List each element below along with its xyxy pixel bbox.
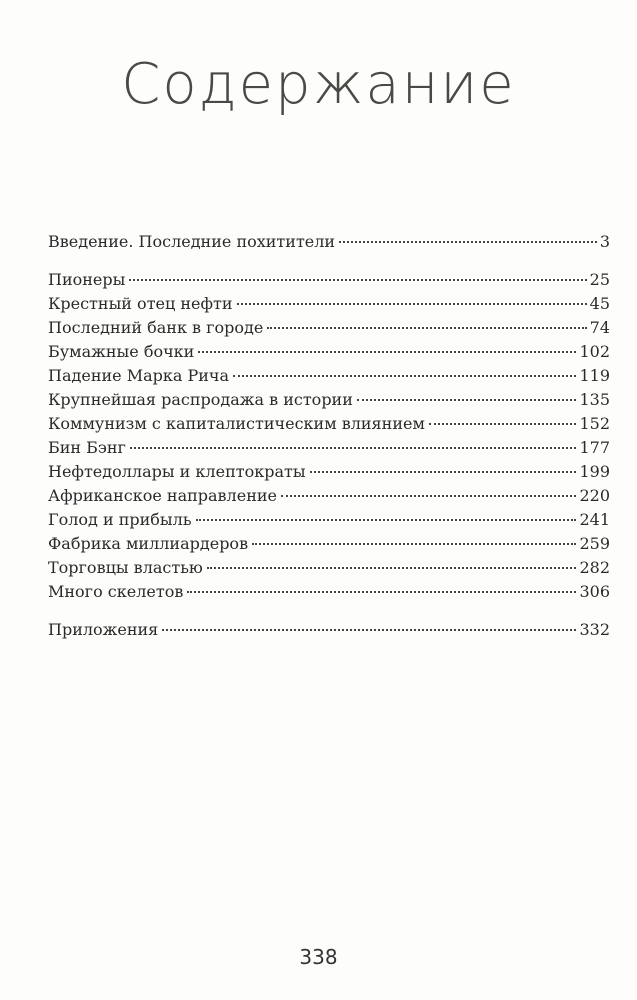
dot-leader (162, 629, 576, 631)
toc-entry-title: Африканское направление (48, 486, 277, 505)
toc-entry (48, 388, 610, 412)
toc-entry-page: 119 (579, 366, 610, 385)
toc-entry (48, 316, 610, 340)
toc-entry (48, 484, 610, 508)
dot-leader (129, 279, 586, 281)
toc-entry-title: Приложения (48, 620, 159, 639)
dot-leader (339, 241, 597, 243)
toc-entry-title: Много скелетов (48, 582, 184, 601)
dot-leader (198, 351, 576, 353)
toc-entry-title: Бумажные бочки (48, 342, 195, 361)
toc-entry-page: 306 (579, 582, 610, 601)
toc-entry-page: 102 (579, 342, 610, 361)
dot-leader (357, 399, 577, 401)
dot-leader (187, 591, 576, 593)
dot-leader (252, 543, 576, 545)
toc-entry-page: 45 (589, 294, 610, 313)
dot-leader (130, 447, 577, 449)
toc-entry-page: 25 (589, 270, 610, 289)
toc-entry (48, 292, 610, 316)
toc-entry-title: Пионеры (48, 270, 126, 289)
dot-leader (281, 495, 576, 497)
page-number: 338 (299, 945, 338, 969)
toc-entry-title: Торговцы властью (48, 558, 203, 577)
toc-entry (48, 412, 610, 436)
toc-entry (48, 340, 610, 364)
toc-entry-page: 199 (579, 462, 610, 481)
toc-entry-title: Крупнейшая распродажа в истории (48, 390, 353, 409)
toc-entry-page: 332 (579, 620, 610, 639)
toc-entry-title: Крестный отец нефти (48, 294, 233, 313)
toc-entry-title: Бин Бэнг (48, 438, 126, 457)
toc-entry (48, 436, 610, 460)
toc-entry (48, 460, 610, 484)
toc-entry-page: 177 (579, 438, 610, 457)
toc-entry-title: Фабрика миллиардеров (48, 534, 249, 553)
toc-entry (48, 268, 610, 292)
toc-entry (48, 580, 610, 604)
toc-entry-title: Голод и прибыль (48, 510, 192, 529)
dot-leader (196, 519, 577, 521)
toc-entry-title: Введение. Последние похитители (48, 232, 336, 251)
page-title: Содержание (121, 52, 516, 117)
toc-entry-page: 74 (589, 318, 610, 337)
toc-entry-page: 152 (579, 414, 610, 433)
toc-entry-page: 282 (579, 558, 610, 577)
toc-entry (48, 532, 610, 556)
dot-leader (429, 423, 577, 425)
toc-entry-page: 220 (579, 486, 610, 505)
toc-entry (48, 556, 610, 580)
toc-entry-title: Последний банк в городе (48, 318, 264, 337)
toc-entry-title: Нефтедоллары и клептократы (48, 462, 306, 481)
dot-leader (267, 327, 586, 329)
dot-leader (233, 375, 576, 377)
dot-leader (237, 303, 587, 305)
dot-leader (310, 471, 577, 473)
toc-entry (48, 618, 610, 642)
toc-entry (48, 364, 610, 388)
toc-entry-title: Коммунизм с капиталистическим влиянием (48, 414, 425, 433)
toc-entry-page: 259 (579, 534, 610, 553)
dot-leader (207, 567, 577, 569)
toc-entry-page: 135 (579, 390, 610, 409)
toc-entry-title: Падение Марка Рича (48, 366, 230, 385)
toc-entry-page: 241 (579, 510, 610, 529)
toc-entry (48, 230, 610, 254)
toc-entry-page: 3 (599, 232, 610, 251)
toc-entry (48, 508, 610, 532)
table-of-contents (48, 230, 610, 642)
